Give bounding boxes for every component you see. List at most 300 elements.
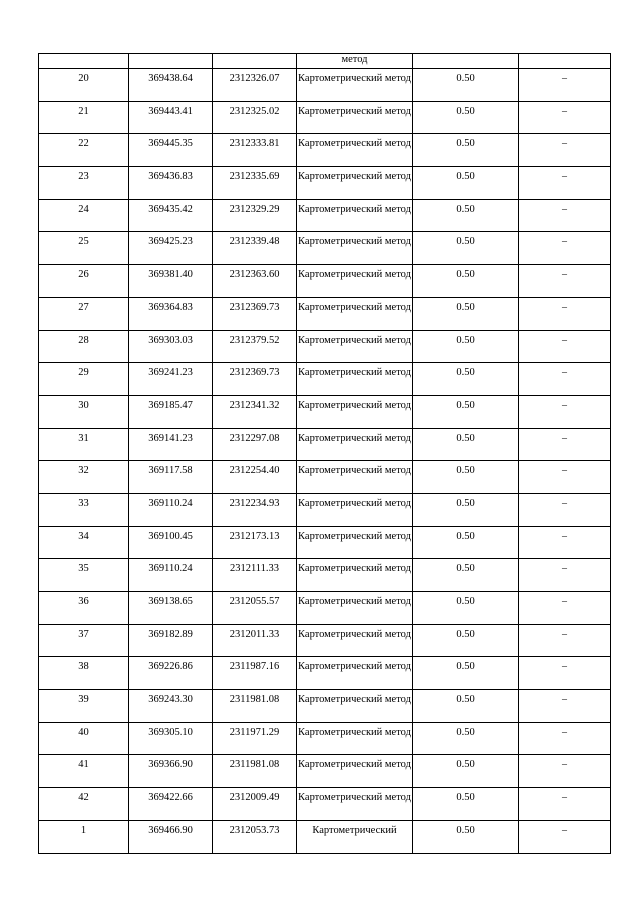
cell-note xyxy=(519,624,611,657)
coordinate-x-text: 369241.23 xyxy=(148,367,193,379)
continued-method-text: метод xyxy=(341,54,368,65)
accuracy-text: 0.50 xyxy=(456,530,475,542)
table-row xyxy=(39,624,611,657)
cell-note xyxy=(519,592,611,625)
note-text: – xyxy=(562,138,567,150)
method-text: Картометрический метод xyxy=(298,73,411,84)
cell-accuracy xyxy=(413,657,519,690)
cell-coordinate-y xyxy=(213,199,297,232)
method-text: Картометрический xyxy=(312,824,397,836)
cell-coordinate-y xyxy=(213,788,297,821)
method-text: Картометрический метод xyxy=(298,203,411,215)
continued-row xyxy=(39,54,611,69)
cell-coordinate-x xyxy=(129,134,213,167)
cell-accuracy xyxy=(413,493,519,526)
cell-coordinate-x xyxy=(129,167,213,200)
point-number-text: 34 xyxy=(78,530,89,542)
cell-method xyxy=(297,297,413,330)
table-row xyxy=(39,167,611,200)
cell-method xyxy=(297,820,413,853)
note-text: – xyxy=(562,334,567,346)
accuracy-text: 0.50 xyxy=(456,596,475,607)
method-text: Картометрический метод xyxy=(298,334,411,346)
note-text: – xyxy=(562,694,567,706)
cell-coordinate-y xyxy=(213,101,297,134)
note-text: – xyxy=(562,432,567,444)
table-row xyxy=(39,363,611,396)
cell-coordinate-x xyxy=(129,722,213,755)
method-text: Картометрический метод xyxy=(298,432,411,444)
coordinates-sheet xyxy=(38,53,610,854)
point-number-text: 24 xyxy=(78,203,89,215)
cell-point-number xyxy=(39,493,129,526)
cell-point-number xyxy=(39,134,129,167)
method-text: Картометрический метод xyxy=(298,530,411,542)
cell-coordinate-x xyxy=(129,493,213,526)
note-text: – xyxy=(562,105,567,117)
cell-accuracy xyxy=(413,526,519,559)
note-text: – xyxy=(562,301,567,313)
table-row xyxy=(39,690,611,723)
coordinate-y-text: 2311987.16 xyxy=(229,661,280,673)
cell-coordinate-y xyxy=(213,820,297,853)
cell-note xyxy=(519,722,611,755)
accuracy-text: 0.50 xyxy=(456,432,475,444)
cell-method xyxy=(297,101,413,134)
cell-coordinate-x xyxy=(129,755,213,788)
cell-coordinate-x xyxy=(129,657,213,690)
cell-accuracy xyxy=(413,559,519,592)
cell-point-number xyxy=(39,297,129,330)
cell-note xyxy=(519,330,611,363)
cell-accuracy xyxy=(413,167,519,200)
point-number-text: 28 xyxy=(78,334,89,346)
coordinate-x-text: 369100.45 xyxy=(148,530,193,542)
cell-coordinate-y xyxy=(213,690,297,723)
cell-accuracy xyxy=(413,265,519,298)
coordinate-x-text: 369110.24 xyxy=(148,563,193,575)
note-text: – xyxy=(562,367,567,379)
cell-coordinate-x xyxy=(129,330,213,363)
cell-note xyxy=(519,788,611,821)
table-row xyxy=(39,232,611,265)
coordinate-y-text: 2312341.32 xyxy=(229,399,280,411)
cell-point-number xyxy=(39,395,129,428)
cell-accuracy xyxy=(413,297,519,330)
coordinate-y-text: 2312053.73 xyxy=(229,824,280,836)
cell-point-number xyxy=(39,722,129,755)
cell-coordinate-y xyxy=(213,722,297,755)
note-text: – xyxy=(562,530,567,542)
note-text: – xyxy=(562,661,567,673)
point-number-text: 40 xyxy=(78,726,89,738)
point-number-text: 39 xyxy=(78,694,89,706)
cell-coordinate-y xyxy=(213,592,297,625)
cell-method xyxy=(297,592,413,625)
point-number-text: 23 xyxy=(78,171,89,183)
cell-point-number xyxy=(39,820,129,853)
accuracy-text: 0.50 xyxy=(456,726,475,738)
table-row xyxy=(39,395,611,428)
cell-note xyxy=(519,167,611,200)
coordinate-x-text: 369436.83 xyxy=(148,171,193,183)
cell-method xyxy=(297,722,413,755)
cell-point-number xyxy=(39,330,129,363)
cell-coordinate-y xyxy=(213,395,297,428)
coordinate-x-text: 369303.03 xyxy=(148,334,193,346)
cell-method xyxy=(297,559,413,592)
cell-coordinate-x xyxy=(129,526,213,559)
accuracy-text: 0.50 xyxy=(456,759,475,771)
accuracy-text: 0.50 xyxy=(456,792,475,804)
continued-cell-x xyxy=(129,54,213,69)
accuracy-text: 0.50 xyxy=(456,399,475,411)
coordinate-x-text: 369438.64 xyxy=(148,73,193,84)
continued-cell-y xyxy=(213,54,297,69)
cell-note xyxy=(519,690,611,723)
accuracy-text: 0.50 xyxy=(456,497,475,509)
method-text: Картометрический метод xyxy=(298,596,411,607)
cell-note xyxy=(519,232,611,265)
cell-point-number xyxy=(39,755,129,788)
accuracy-text: 0.50 xyxy=(456,824,475,836)
cell-method xyxy=(297,363,413,396)
cell-method xyxy=(297,690,413,723)
cell-coordinate-y xyxy=(213,657,297,690)
coordinate-y-text: 2311971.29 xyxy=(229,726,280,738)
note-text: – xyxy=(562,269,567,281)
coordinate-y-text: 2312339.48 xyxy=(229,236,280,248)
coordinate-x-text: 369117.58 xyxy=(148,465,193,477)
cell-coordinate-y xyxy=(213,755,297,788)
coordinate-x-text: 369445.35 xyxy=(148,138,193,150)
table-row xyxy=(39,526,611,559)
cell-accuracy xyxy=(413,363,519,396)
cell-accuracy xyxy=(413,624,519,657)
note-text: – xyxy=(562,824,567,836)
point-number-text: 30 xyxy=(78,399,89,411)
cell-coordinate-y xyxy=(213,232,297,265)
table-row xyxy=(39,657,611,690)
point-number-text: 32 xyxy=(78,465,89,477)
coordinate-y-text: 2312363.60 xyxy=(229,269,280,281)
accuracy-text: 0.50 xyxy=(456,334,475,346)
cell-note xyxy=(519,428,611,461)
accuracy-text: 0.50 xyxy=(456,73,475,84)
cell-accuracy xyxy=(413,232,519,265)
cell-point-number xyxy=(39,526,129,559)
cell-method xyxy=(297,428,413,461)
method-text: Картометрический метод xyxy=(298,105,411,117)
table-row xyxy=(39,788,611,821)
cell-accuracy xyxy=(413,755,519,788)
point-number-text: 36 xyxy=(78,596,89,607)
cell-coordinate-y xyxy=(213,428,297,461)
coordinate-y-text: 2312011.33 xyxy=(229,628,280,640)
point-number-text: 25 xyxy=(78,236,89,248)
cell-coordinate-y xyxy=(213,363,297,396)
accuracy-text: 0.50 xyxy=(456,171,475,183)
cell-accuracy xyxy=(413,428,519,461)
coordinate-x-text: 369381.40 xyxy=(148,269,193,281)
cell-note xyxy=(519,101,611,134)
point-number-text: 33 xyxy=(78,497,89,509)
note-text: – xyxy=(562,465,567,477)
method-text: Картометрический метод xyxy=(298,497,411,509)
cell-note xyxy=(519,657,611,690)
coordinate-y-text: 2312111.33 xyxy=(229,563,280,575)
accuracy-text: 0.50 xyxy=(456,301,475,313)
cell-note xyxy=(519,820,611,853)
cell-coordinate-x xyxy=(129,820,213,853)
accuracy-text: 0.50 xyxy=(456,269,475,281)
accuracy-text: 0.50 xyxy=(456,138,475,150)
table-row xyxy=(39,428,611,461)
point-number-text: 35 xyxy=(78,563,89,575)
note-text: – xyxy=(562,596,567,607)
coordinate-x-text: 369110.24 xyxy=(148,497,193,509)
cell-method xyxy=(297,657,413,690)
cell-coordinate-y xyxy=(213,134,297,167)
note-text: – xyxy=(562,236,567,248)
continued-cell-accuracy xyxy=(413,54,519,69)
cell-coordinate-x xyxy=(129,363,213,396)
cell-accuracy xyxy=(413,134,519,167)
point-number-text: 41 xyxy=(78,759,89,771)
point-number-text: 37 xyxy=(78,628,89,640)
method-text: Картометрический метод xyxy=(298,367,411,379)
cell-note xyxy=(519,461,611,494)
continued-cell-method xyxy=(297,54,413,69)
cell-point-number xyxy=(39,788,129,821)
continued-cell-note xyxy=(519,54,611,69)
cell-coordinate-x xyxy=(129,428,213,461)
method-text: Картометрический метод xyxy=(298,694,411,706)
table-row xyxy=(39,559,611,592)
coordinate-y-text: 2312009.49 xyxy=(229,792,280,804)
cell-coordinate-x xyxy=(129,592,213,625)
cell-accuracy xyxy=(413,199,519,232)
cell-note xyxy=(519,526,611,559)
method-text: Картометрический метод xyxy=(298,792,411,804)
coordinate-x-text: 369305.10 xyxy=(148,726,193,738)
accuracy-text: 0.50 xyxy=(456,465,475,477)
point-number-text: 27 xyxy=(78,301,89,313)
cell-coordinate-x xyxy=(129,265,213,298)
cell-note xyxy=(519,199,611,232)
cell-coordinate-y xyxy=(213,69,297,102)
coordinate-y-text: 2312055.57 xyxy=(229,596,280,607)
point-number-text: 21 xyxy=(78,105,89,117)
cell-accuracy xyxy=(413,461,519,494)
table-row xyxy=(39,722,611,755)
cell-coordinate-y xyxy=(213,624,297,657)
cell-note xyxy=(519,559,611,592)
accuracy-text: 0.50 xyxy=(456,203,475,215)
cell-method xyxy=(297,461,413,494)
note-text: – xyxy=(562,563,567,575)
point-number-text: 38 xyxy=(78,661,89,673)
cell-method xyxy=(297,493,413,526)
cell-coordinate-y xyxy=(213,297,297,330)
cell-note xyxy=(519,755,611,788)
cell-note xyxy=(519,363,611,396)
coordinate-x-text: 369141.23 xyxy=(148,432,193,444)
cell-method xyxy=(297,624,413,657)
note-text: – xyxy=(562,497,567,509)
coordinate-y-text: 2312234.93 xyxy=(229,497,280,509)
point-number-text: 1 xyxy=(80,824,87,836)
coordinate-x-text: 369226.86 xyxy=(148,661,193,673)
method-text: Картометрический метод xyxy=(298,171,411,183)
cell-point-number xyxy=(39,232,129,265)
cell-accuracy xyxy=(413,690,519,723)
note-text: – xyxy=(562,399,567,411)
point-number-text: 22 xyxy=(78,138,89,150)
cell-point-number xyxy=(39,690,129,723)
coordinate-x-text: 369366.90 xyxy=(148,759,193,771)
cell-point-number xyxy=(39,461,129,494)
cell-coordinate-x xyxy=(129,788,213,821)
coordinate-x-text: 369185.47 xyxy=(148,399,193,411)
table-row xyxy=(39,134,611,167)
cell-note xyxy=(519,69,611,102)
cell-accuracy xyxy=(413,69,519,102)
cell-method xyxy=(297,755,413,788)
cell-method xyxy=(297,330,413,363)
coordinates-table xyxy=(38,53,611,854)
table-row xyxy=(39,297,611,330)
method-text: Картометрический метод xyxy=(298,399,411,411)
coordinate-y-text: 2312326.07 xyxy=(229,73,280,84)
cell-note xyxy=(519,297,611,330)
coordinate-y-text: 2312297.08 xyxy=(229,432,280,444)
point-number-text: 42 xyxy=(78,792,89,804)
accuracy-text: 0.50 xyxy=(456,367,475,379)
note-text: – xyxy=(562,203,567,215)
cell-coordinate-x xyxy=(129,559,213,592)
table-row xyxy=(39,265,611,298)
coordinate-x-text: 369364.83 xyxy=(148,301,193,313)
note-text: – xyxy=(562,628,567,640)
coordinate-x-text: 369435.42 xyxy=(148,203,193,215)
coordinate-x-text: 369443.41 xyxy=(148,105,193,117)
point-number-text: 20 xyxy=(78,73,89,84)
accuracy-text: 0.50 xyxy=(456,563,475,575)
coordinate-y-text: 2312325.02 xyxy=(229,105,280,117)
accuracy-text: 0.50 xyxy=(456,694,475,706)
table-row xyxy=(39,69,611,102)
point-number-text: 29 xyxy=(78,367,89,379)
cell-note xyxy=(519,395,611,428)
cell-point-number xyxy=(39,657,129,690)
cell-coordinate-y xyxy=(213,559,297,592)
table-row xyxy=(39,592,611,625)
continued-cell-number xyxy=(39,54,129,69)
cell-point-number xyxy=(39,101,129,134)
cell-point-number xyxy=(39,428,129,461)
cell-coordinate-y xyxy=(213,167,297,200)
cell-accuracy xyxy=(413,592,519,625)
cell-method xyxy=(297,199,413,232)
coordinate-y-text: 2312379.52 xyxy=(229,334,280,346)
cell-coordinate-y xyxy=(213,265,297,298)
cell-point-number xyxy=(39,363,129,396)
cell-coordinate-x xyxy=(129,232,213,265)
method-text: Картометрический метод xyxy=(298,759,411,771)
cell-coordinate-y xyxy=(213,526,297,559)
accuracy-text: 0.50 xyxy=(456,105,475,117)
coordinate-y-text: 2311981.08 xyxy=(229,759,280,771)
coordinate-y-text: 2312369.73 xyxy=(229,367,280,379)
method-text: Картометрический метод xyxy=(298,269,411,281)
coordinate-y-text: 2312333.81 xyxy=(229,138,280,150)
cell-coordinate-x xyxy=(129,624,213,657)
table-row xyxy=(39,199,611,232)
cell-coordinate-x xyxy=(129,690,213,723)
cell-point-number xyxy=(39,265,129,298)
cell-point-number xyxy=(39,592,129,625)
table-row xyxy=(39,330,611,363)
coordinate-x-text: 369425.23 xyxy=(148,236,193,248)
table-row xyxy=(39,461,611,494)
cell-accuracy xyxy=(413,788,519,821)
cell-accuracy xyxy=(413,722,519,755)
table-row xyxy=(39,820,611,853)
cell-note xyxy=(519,134,611,167)
coordinate-y-text: 2311981.08 xyxy=(229,694,280,706)
cell-coordinate-y xyxy=(213,493,297,526)
method-text: Картометрический метод xyxy=(298,301,411,313)
note-text: – xyxy=(562,73,567,84)
cell-coordinate-x xyxy=(129,297,213,330)
coordinate-y-text: 2312173.13 xyxy=(229,530,280,542)
coordinate-y-text: 2312329.29 xyxy=(229,203,280,215)
coordinate-x-text: 369138.65 xyxy=(148,596,193,607)
cell-method xyxy=(297,265,413,298)
cell-method xyxy=(297,232,413,265)
cell-method xyxy=(297,526,413,559)
note-text: – xyxy=(562,792,567,804)
method-text: Картометрический метод xyxy=(298,661,411,673)
coordinate-x-text: 369182.89 xyxy=(148,628,193,640)
point-number-text: 31 xyxy=(78,432,89,444)
cell-coordinate-x xyxy=(129,461,213,494)
cell-method xyxy=(297,788,413,821)
cell-accuracy xyxy=(413,330,519,363)
cell-coordinate-x xyxy=(129,199,213,232)
cell-point-number xyxy=(39,559,129,592)
method-text: Картометрический метод xyxy=(298,465,411,477)
cell-accuracy xyxy=(413,820,519,853)
coordinate-y-text: 2312369.73 xyxy=(229,301,280,313)
cell-point-number xyxy=(39,199,129,232)
coordinate-y-text: 2312335.69 xyxy=(229,171,280,183)
cell-accuracy xyxy=(413,101,519,134)
accuracy-text: 0.50 xyxy=(456,661,475,673)
cell-point-number xyxy=(39,624,129,657)
method-text: Картометрический метод xyxy=(298,628,411,640)
cell-coordinate-y xyxy=(213,330,297,363)
coordinate-x-text: 369422.66 xyxy=(148,792,193,804)
note-text: – xyxy=(562,759,567,771)
note-text: – xyxy=(562,726,567,738)
cell-coordinate-x xyxy=(129,395,213,428)
coordinate-x-text: 369466.90 xyxy=(148,824,193,836)
cell-coordinate-y xyxy=(213,461,297,494)
point-number-text: 26 xyxy=(78,269,89,281)
accuracy-text: 0.50 xyxy=(456,236,475,248)
